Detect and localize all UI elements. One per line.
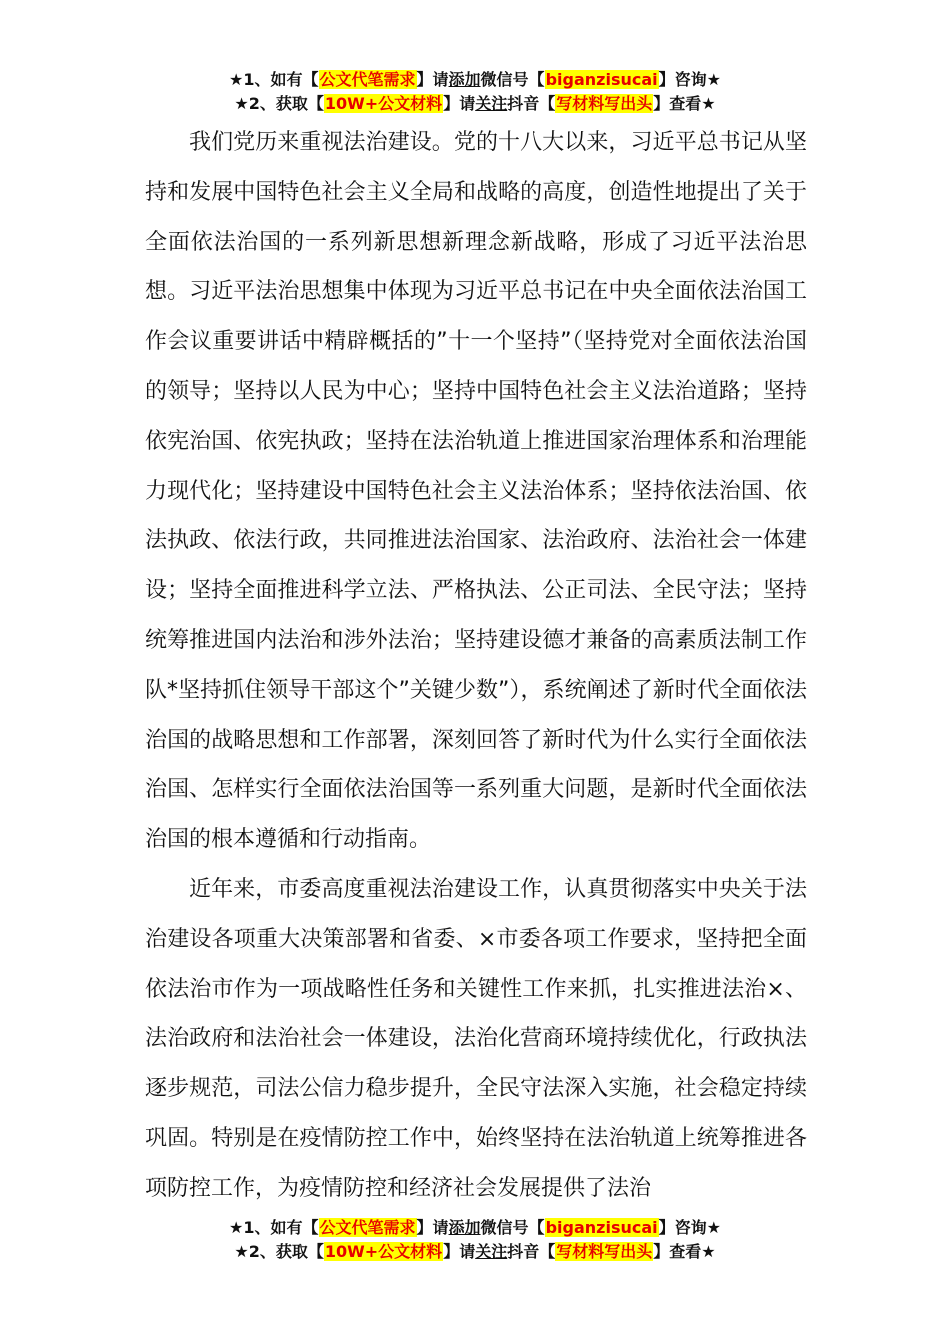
promo-text: 微信号【 (480, 1218, 545, 1237)
bottom-promo-banner (0, 1216, 950, 1264)
highlighted-text: 公文代笔需求 (319, 70, 416, 89)
underlined-text: 添加 (448, 1218, 481, 1237)
promo-text: 】请 (416, 1218, 449, 1237)
promo-text: 抖音【 (507, 1242, 556, 1261)
highlighted-text: 公文代笔需求 (319, 1218, 416, 1237)
highlighted-text: 10W+公文材料 (324, 94, 443, 113)
paragraph-2: 近年来，市委高度重视法治建设工作，认真贯彻落实中央关于法治建设各项重大决策部署和省委、×市委各项工作要求，坚持把全面依法治市作为一项战略性任务和关键性工作来抓，扎实推进法治×、法治政府和法治社会一体建设，法治化营商环境持续优化，行政执法逐步规范，司法公信力稳步提升，全民守法深入实施，社会稳定持续巩固。特别是在疫情防控工作中，始终坚持在法治轨道上统筹推进各项防控工作，为疫情防控和经济社会发展提供了法治 (145, 876, 807, 1201)
wechat-id-highlight: biganzisucai (545, 70, 658, 89)
promo-text: ★2、获取【 (234, 1242, 324, 1261)
promo-text: 】请 (416, 70, 449, 89)
promo-line-1 (0, 1216, 950, 1240)
document-body (145, 118, 807, 1214)
promo-text: 微信号【 (480, 70, 545, 89)
underlined-text: 关注 (475, 94, 508, 113)
promo-text: ★1、如有【 (229, 70, 319, 89)
douyin-id-highlight: 写材料写出头 (556, 1242, 653, 1261)
highlighted-text: 10W+公文材料 (324, 1242, 443, 1261)
promo-line-2 (0, 92, 950, 116)
promo-line-1 (0, 68, 950, 92)
douyin-id-highlight: 写材料写出头 (556, 94, 653, 113)
promo-text: 抖音【 (507, 94, 556, 113)
promo-text: 】请 (443, 1242, 476, 1261)
promo-line-2 (0, 1240, 950, 1264)
wechat-id-highlight: biganzisucai (545, 1218, 658, 1237)
underlined-text: 添加 (448, 70, 481, 89)
promo-text: 】咨询★ (658, 1218, 721, 1237)
promo-text: 】咨询★ (658, 70, 721, 89)
promo-text: ★2、获取【 (234, 94, 324, 113)
underlined-text: 关注 (475, 1242, 508, 1261)
promo-text: 】查看★ (653, 94, 716, 113)
paragraph-1: 我们党历来重视法治建设。党的十八大以来，习近平总书记从坚持和发展中国特色社会主义全局和战略的高度，创造性地提出了关于全面依法治国的一系列新思想新理念新战略，形成了习近平法治思想。习近平法治思想集中体现为习近平总书记在中央全面依法治国工作会议重要讲话中精辟概括的”十一个坚持”（坚持党对全面依法治国的领导；坚持以人民为中心；坚持中国特色社会主义法治道路；坚持依宪治国、依宪执政；坚持在法治轨道上推进国家治理体系和治理能力现代化；坚持建设中国特色社会主义法治体系；坚持依法治国、依法执政、依法行政，共同推进法治国家、法治政府、法治社会一体建设；坚持全面推进科学立法、严格执法、公正司法、全民守法；坚持统筹推进国内法治和涉外法治；坚持建设德才兼备的高素质法制工作队*坚持抓住领导干部这个”关键少数”），系统阐述了新时代全面依法治国的战略思想和工作部署，深刻回答了新时代为什么实行全面依法治国、怎样实行全面依法治国等一系列重大问题，是新时代全面依法治国的根本遵循和行动指南。 (145, 130, 807, 853)
top-promo-banner (0, 68, 950, 116)
promo-text: ★1、如有【 (229, 1218, 319, 1237)
promo-text: 】请 (443, 94, 476, 113)
promo-text: 】查看★ (653, 1242, 716, 1261)
